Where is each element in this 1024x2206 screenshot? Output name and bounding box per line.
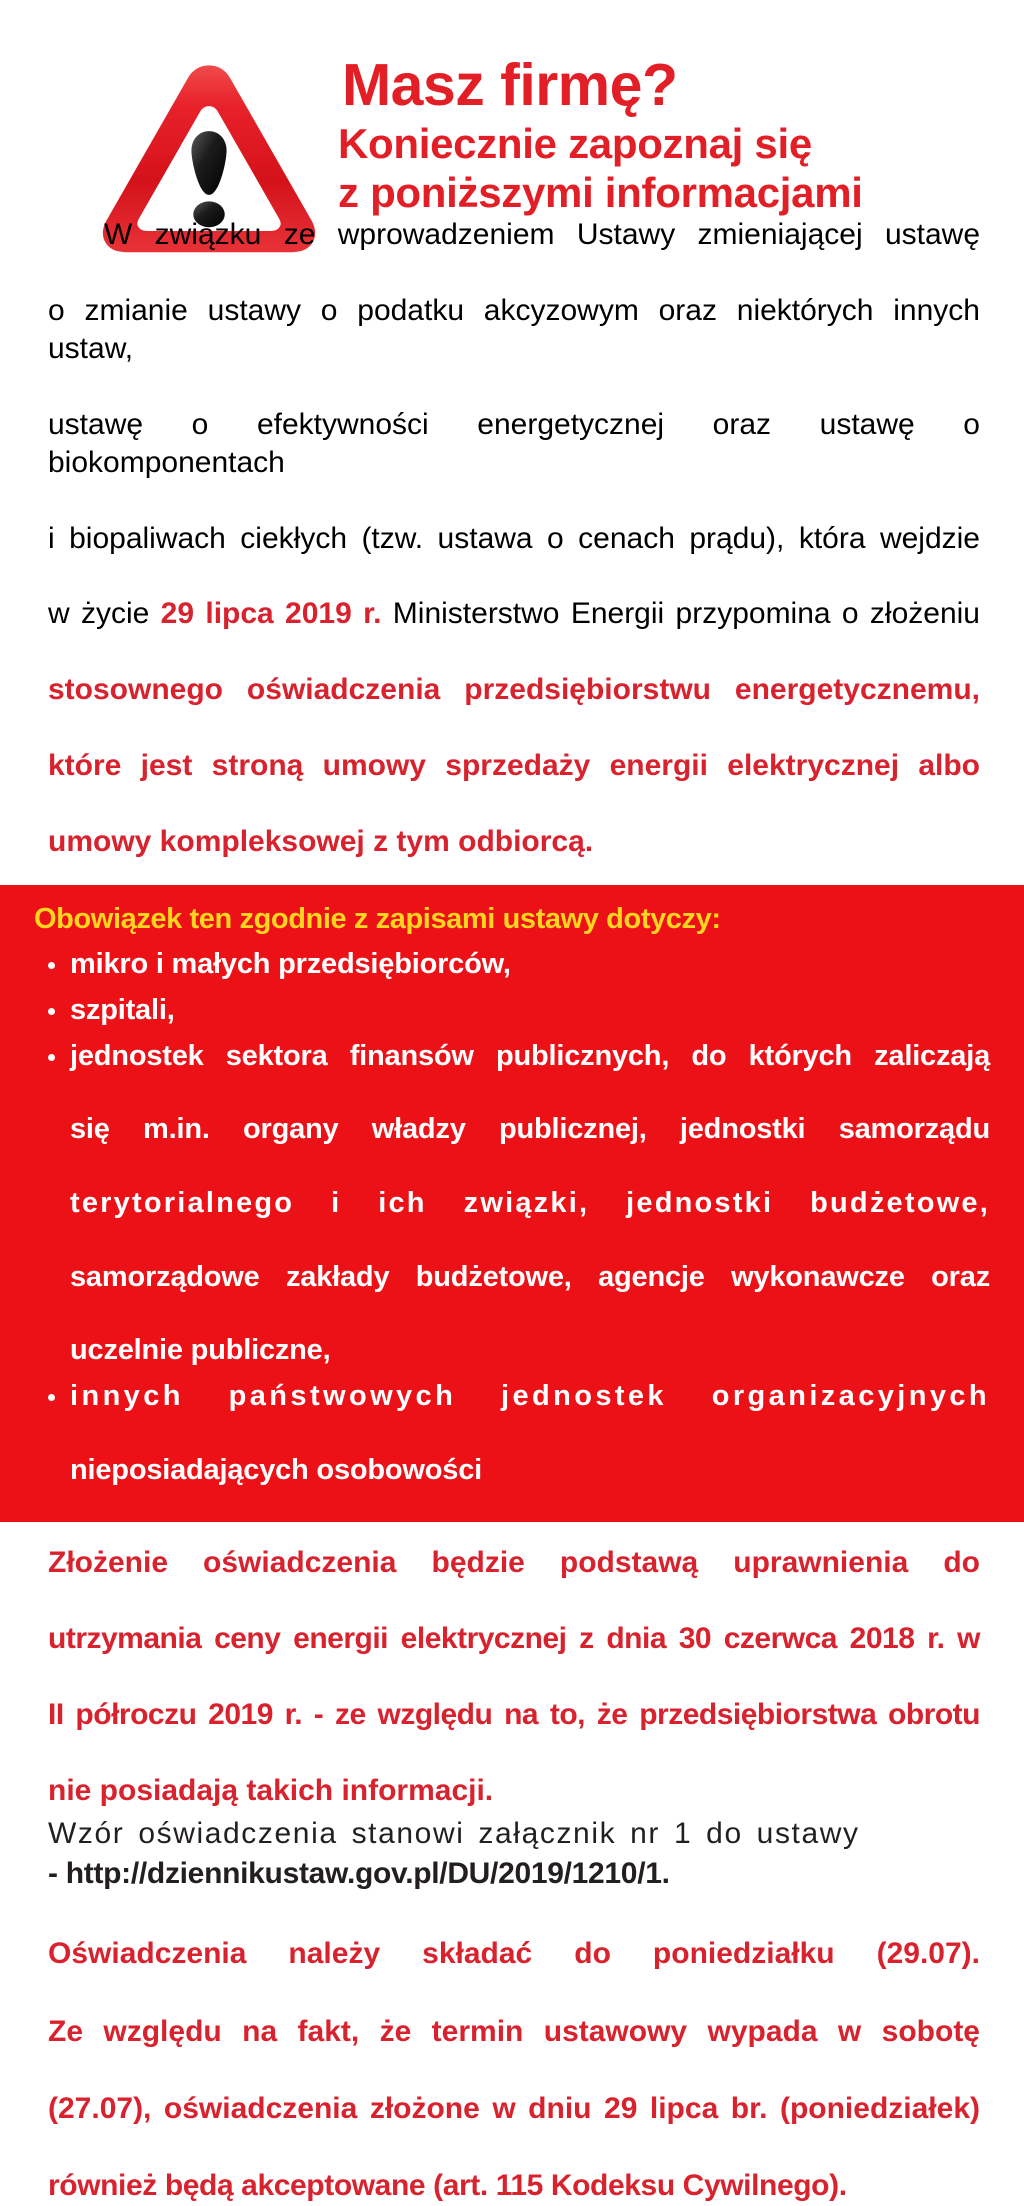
intro-line-3: ustawę o efektywności energetycznej oraz ustawę o biokomponentach [48, 407, 980, 479]
deadline-line-3: (27.07), oświadczenia złożone w dniu 29 lipca br. (poniedziałek) [48, 2091, 980, 2125]
page-title: Masz firmę? [342, 52, 678, 118]
closing-line-3: II półroczu 2019 r. - ze względu na to, że przedsiębiorstwa obrotu [48, 1697, 980, 1731]
list-item-line: innych państwowych jednostek organizacyjnych [70, 1380, 990, 1413]
closing-line-1: Złożenie oświadczenia będzie podstawą uprawnienia do [48, 1545, 980, 1579]
list-item [34, 992, 990, 1029]
list-item-line: uczelnie publiczne, [70, 1334, 331, 1367]
intro-line-5-prefix: w życie [48, 597, 161, 631]
intro-red-emphasis [48, 671, 980, 861]
list-item [34, 1038, 990, 1369]
list-item-line: się m.in. organy władzy publicznej, jednostki samorządu [70, 1113, 990, 1146]
effective-date-emphasis: 29 lipca 2019 r. [160, 597, 382, 631]
intro-red-line-3: umowy kompleksowej z tym odbiorcą. [48, 825, 594, 858]
obligations-list [34, 946, 990, 1489]
intro-line-1: W związku ze wprowadzeniem Ustawy zmieniającej ustawę [104, 218, 980, 251]
poster-header [0, 0, 1024, 217]
list-item-line: samorządowe zakłady budżetowe, agencje wykonawcze oraz [70, 1260, 990, 1293]
deadline-line-4: również będą akceptowane (art. 115 Kodeksu Cywilnego). [48, 2169, 847, 2203]
intro-red-line-2: które jest stroną umowy sprzedaży energii elektrycznej albo [48, 749, 980, 783]
list-item-line: mikro i małych przedsiębiorców, [70, 947, 511, 980]
intro-line-5-suffix: Ministerstwo Energii przypomina o złożeniu [381, 597, 980, 631]
statute-url[interactable]: http://dziennikustaw.gov.pl/DU/2019/1210/1. [65, 1857, 670, 1891]
deadline-line-1: Oświadczenia należy składać do poniedziałku (29.07). [48, 1937, 980, 1971]
list-item-line: szpitali, [70, 993, 175, 1026]
closing-red-paragraph [48, 1544, 980, 1811]
list-item-line: nieposiadających osobowości [70, 1453, 482, 1486]
statute-url-line [48, 1854, 980, 1893]
list-item [34, 946, 990, 983]
deadline-section [48, 1935, 980, 2206]
list-item-line: jednostek sektora finansów publicznych, do których zaliczają [70, 1039, 990, 1072]
intro-red-line-1: stosownego oświadczenia przedsiębiorstwu energetycznemu, [48, 673, 980, 707]
headline-block [338, 52, 863, 217]
closing-line-4: nie posiadają takich informacji. [48, 1774, 494, 1808]
intro-line-2: o zmianie ustawy o podatku akcyzowym oraz niektórych innych ustaw, [48, 293, 980, 365]
page-subtitle-line-2: z poniższymi informacjami [338, 169, 863, 217]
intro-line-5 [48, 595, 980, 671]
attachment-note: Wzór oświadczenia stanowi załącznik nr 1 do ustawy [48, 1817, 860, 1851]
page-subtitle-line-1: Koniecznie zapoznaj się [338, 120, 812, 167]
intro-paragraph [48, 216, 980, 671]
deadline-line-2: Ze względu na fakt, że termin ustawowy wypada w sobotę [48, 2014, 980, 2048]
intro-line-4: i biopaliwach ciekłych (tzw. ustawa o cenach prądu), która wejdzie [48, 521, 980, 555]
list-item [34, 1378, 990, 1488]
banner-heading: Obowiązek ten zgodnie z zapisami ustawy dotyczy: [34, 902, 721, 935]
url-prefix: - [48, 1857, 66, 1891]
obligations-banner [0, 885, 1024, 1522]
closing-line-2: utrzymania ceny energii elektrycznej z dnia 30 czerwca 2018 r. w [48, 1621, 980, 1655]
closing-section [48, 1544, 980, 1894]
list-item-line: terytorialnego i ich związki, jednostki budżetowe, [70, 1186, 990, 1219]
